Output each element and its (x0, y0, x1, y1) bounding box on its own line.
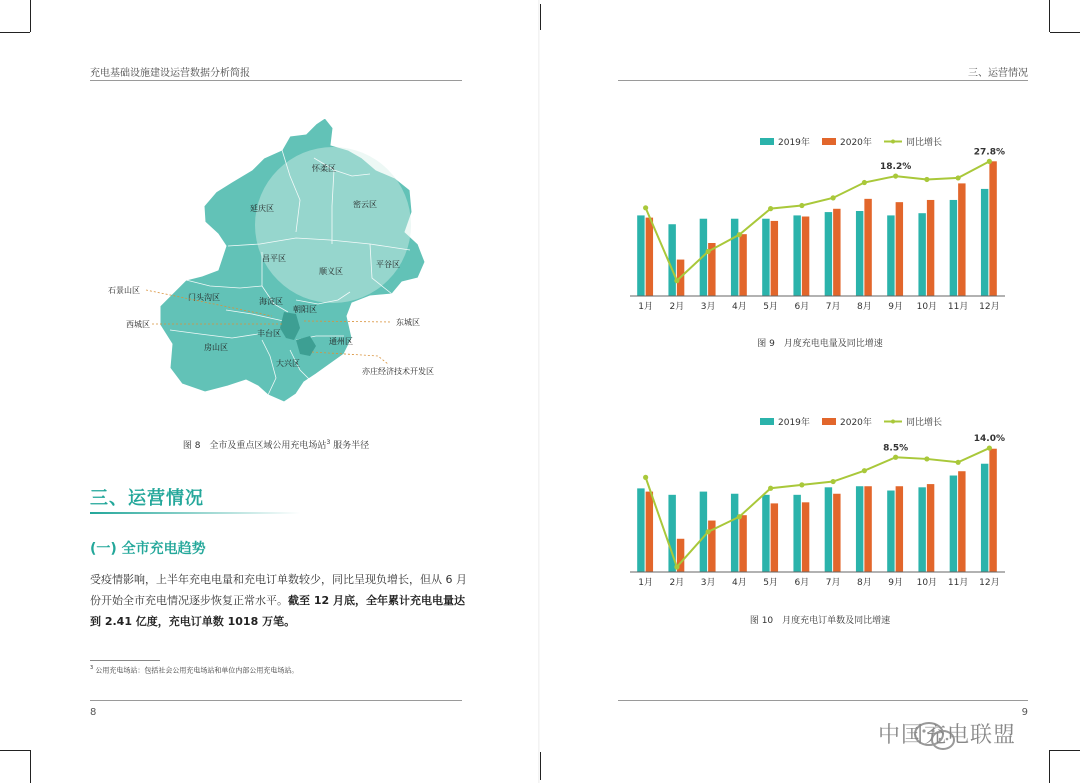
district-label: 通州区 (329, 337, 353, 346)
bar (989, 449, 996, 572)
bar (771, 221, 778, 296)
growth-point (674, 278, 679, 283)
district-label: 怀柔区 (312, 164, 336, 173)
growth-point (737, 232, 742, 237)
district-label: 丰台区 (257, 329, 281, 338)
x-tick-label: 5月 (763, 302, 778, 312)
x-tick-label: 6月 (794, 578, 810, 588)
figure-8-caption: 图 8 全市及重点区域公用充电场站$^3$ 服务半径 (182, 439, 370, 451)
x-tick-label: 2月 (669, 302, 685, 312)
bar (958, 471, 965, 572)
page-number: 8 (90, 707, 97, 718)
x-tick-label: 7月 (825, 578, 841, 588)
bar (856, 211, 863, 296)
leader-label-yizhuang: 亦庄经济技术开发区 (362, 367, 434, 376)
x-tick-label: 8月 (857, 302, 872, 312)
district-label: 朝阳区 (293, 305, 317, 314)
growth-point (893, 455, 898, 460)
footer-rule (618, 700, 1028, 701)
bar (668, 224, 675, 296)
growth-point (924, 177, 929, 182)
data-label: 27.8% (973, 147, 1005, 158)
bar (864, 486, 871, 572)
bar (896, 486, 903, 572)
legend-label: 2019年 (778, 418, 810, 428)
footnote-rule (90, 660, 160, 661)
legend-label: 同比增长 (906, 138, 943, 148)
bar (731, 494, 738, 572)
bar (927, 200, 934, 296)
section-title: 三、运营情况 (90, 488, 204, 509)
crop-mark (30, 750, 31, 783)
bar (918, 487, 925, 572)
body-paragraph: 受疫情影响，上半年充电电量和充电订单数较少，同比呈现负增长，但从 6 月份开始全市充电情况逐步恢复正常水平。截至 12 月底，全年累计充电电量达到 2.41 亿度，充电订单数 1018 万笔。 (90, 573, 467, 628)
district-label: 房山区 (204, 343, 228, 352)
bar (637, 488, 644, 572)
bar (637, 215, 644, 296)
x-tick-label: 4月 (732, 578, 747, 588)
growth-point (674, 564, 679, 569)
x-tick-label: 9月 (888, 302, 903, 312)
x-tick-label: 11月 (947, 578, 969, 588)
leader-label-dongcheng: 东城区 (396, 318, 420, 327)
bar (864, 199, 871, 296)
x-tick-label: 9月 (888, 578, 903, 588)
bar (825, 212, 832, 296)
bar (833, 494, 840, 572)
district-label: 昌平区 (262, 254, 286, 263)
crop-mark (540, 752, 541, 780)
growth-point (643, 205, 648, 210)
growth-point (799, 203, 804, 208)
bar (856, 486, 863, 572)
crop-mark (1050, 750, 1080, 751)
leader-label-xicheng: 西城区 (126, 320, 150, 329)
bar (762, 219, 769, 296)
growth-point (924, 456, 929, 461)
bar (887, 491, 894, 572)
legend-label: 2020年 (840, 418, 872, 428)
bar (762, 495, 769, 572)
legend-swatch (822, 418, 836, 425)
bar (950, 200, 957, 296)
x-tick-label: 4月 (732, 302, 747, 312)
crop-mark (0, 750, 30, 751)
x-tick-label: 10月 (916, 578, 938, 588)
watermark-text: 中国充电联盟 (878, 723, 1017, 748)
district-label: 大兴区 (276, 359, 300, 368)
crop-mark (0, 32, 30, 33)
bar (802, 502, 809, 572)
x-tick-label: 6月 (794, 302, 810, 312)
footer-rule (90, 700, 462, 701)
bar (731, 219, 738, 296)
x-tick-label: 10月 (916, 302, 938, 312)
bar (646, 492, 653, 572)
bar (918, 213, 925, 296)
district-label: 门头沟区 (188, 293, 220, 302)
bar (739, 234, 746, 296)
running-head: 三、运营情况 (968, 68, 1028, 79)
growth-point (706, 529, 711, 534)
subsection-title: (一) 全市充电趋势 (90, 541, 206, 557)
growth-point (831, 195, 836, 200)
x-tick-label: 12月 (979, 302, 1000, 312)
bar (887, 215, 894, 296)
bar (981, 464, 988, 572)
chart-monthly-orders (620, 400, 1020, 596)
crop-mark (540, 4, 541, 30)
bar (646, 218, 653, 296)
x-tick-label: 3月 (700, 578, 716, 588)
growth-point (768, 486, 773, 491)
footnote: $^3$ 公用充电场站：包括社会公用充电场站和单位内部公用充电场站。 (90, 665, 299, 675)
growth-point (956, 460, 961, 465)
legend-swatch (760, 138, 774, 145)
bar (981, 189, 988, 296)
bar (802, 217, 809, 296)
x-tick-label: 2月 (669, 578, 685, 588)
legend-label: 2020年 (840, 138, 872, 148)
growth-line (646, 161, 990, 280)
district-label: 延庆区 (250, 204, 274, 213)
x-tick-label: 8月 (857, 578, 872, 588)
x-tick-label: 7月 (825, 302, 841, 312)
growth-point (862, 180, 867, 185)
bar (950, 476, 957, 572)
district-label: 海淀区 (259, 297, 283, 306)
bar (793, 495, 800, 572)
legend-label: 2019年 (778, 138, 810, 148)
district-label: 平谷区 (376, 260, 400, 269)
crop-mark (1049, 750, 1050, 783)
figure-9-caption: 图 9 月度充电电量及同比增速 (757, 339, 883, 349)
growth-point (768, 206, 773, 211)
bar (833, 209, 840, 296)
chart-monthly-energy (620, 120, 1020, 320)
bar (927, 484, 934, 572)
growth-line (646, 448, 990, 567)
bar (739, 515, 746, 572)
bar (958, 183, 965, 296)
growth-point (799, 482, 804, 487)
x-tick-label: 3月 (700, 302, 716, 312)
growth-point (737, 514, 742, 519)
crop-mark (30, 0, 31, 32)
x-tick-label: 5月 (763, 578, 778, 588)
crop-mark (1049, 0, 1050, 32)
x-tick-label: 1月 (638, 578, 653, 588)
bar (896, 202, 903, 296)
bar (989, 161, 996, 296)
x-tick-label: 1月 (638, 302, 653, 312)
header-rule (90, 80, 462, 81)
running-head: 充电基础设施建设运营数据分析简报 (90, 68, 250, 79)
figure-10-caption: 图 10 月度充电订单数及同比增速 (749, 616, 891, 626)
growth-point (956, 175, 961, 180)
legend-swatch (891, 420, 895, 424)
legend-swatch (891, 140, 895, 144)
growth-point (831, 479, 836, 484)
growth-point (893, 173, 898, 178)
data-label: 14.0% (973, 434, 1005, 445)
growth-point (987, 445, 992, 450)
growth-point (643, 475, 648, 480)
legend-swatch (822, 138, 836, 145)
bar (825, 487, 832, 572)
leader-label-shijingshan: 石景山区 (108, 286, 140, 295)
beijing-district-map (90, 110, 480, 410)
data-label: 18.2% (880, 162, 912, 173)
page-number: 9 (1021, 707, 1028, 718)
bar (771, 503, 778, 572)
section-title-rule (90, 512, 300, 514)
legend-swatch (760, 418, 774, 425)
right-page (540, 0, 1080, 783)
district-label: 密云区 (353, 200, 377, 209)
x-tick-label: 12月 (979, 578, 1000, 588)
header-rule (618, 80, 1028, 81)
legend-label: 同比增长 (906, 418, 943, 428)
bar (793, 215, 800, 296)
data-label: 8.5% (883, 443, 909, 454)
growth-point (706, 249, 711, 254)
growth-point (862, 468, 867, 473)
growth-point (987, 159, 992, 164)
district-label: 顺义区 (319, 267, 343, 276)
crop-mark (1050, 32, 1080, 33)
x-tick-label: 11月 (947, 302, 969, 312)
